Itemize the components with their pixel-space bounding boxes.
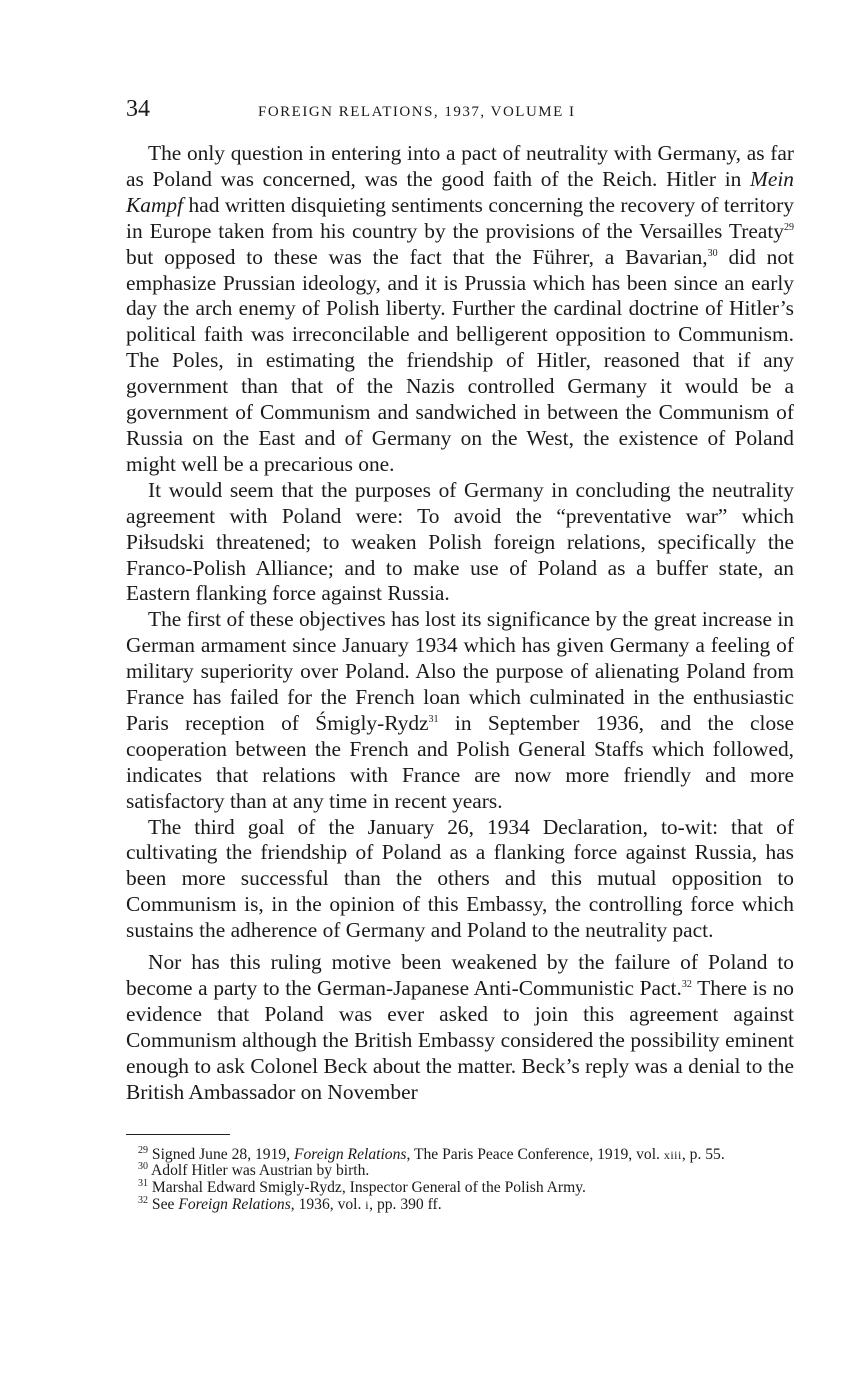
page-number: 34 [126, 96, 150, 122]
paragraph-3 [126, 607, 794, 814]
text-run: The only question in entering into a pact of neutrality with Germany, as far as Poland was concerned, was the good faith of the Reich. Hitler in [126, 141, 794, 191]
text-run: but opposed to these was the fact that the Führer, a Bavarian, [126, 244, 708, 269]
footnote-divider [126, 1134, 230, 1135]
footnote-mark: 29 [138, 1144, 148, 1156]
paragraph-1 [126, 141, 794, 478]
body-text [126, 141, 794, 1106]
text-run: Adolf Hitler was Austrian by birth. [148, 1162, 370, 1180]
footnote-30 [126, 1163, 794, 1180]
text-run: See [148, 1195, 179, 1213]
footnote-ref-31: 31 [428, 713, 439, 725]
volume-number: xiii [663, 1147, 682, 1162]
italic-title: Foreign Relations [178, 1195, 291, 1213]
footnote-mark: 30 [138, 1161, 148, 1173]
footnote-mark: 31 [138, 1177, 148, 1189]
running-head: FOREIGN RELATIONS, 1937, VOLUME I [258, 104, 576, 120]
page-header [126, 96, 794, 123]
text-run: There is no evidence that Poland was ever asked to join this agreement against Communism although the British Embassy considered the possibility eminent enough to ask Colonel Beck about the matter. Beck’s reply was a denial to the British Ambassador on November [126, 976, 794, 1104]
paragraph-2: It would seem that the purposes of Germany in concluding the neutrality agreement with Poland were: To avoid the “preventative war” which Piłsudski threatened; to weaken Polish foreign relations, specifically the Franco-Polish Alliance; and to make use of Poland as a buffer state, an Eastern flanking force against Russia. [126, 477, 794, 606]
text-run: did not emphasize Prussian ideology, and it is Prussia which has been since an early day the arch enemy of Polish liberty. Further the cardinal doctrine of Hitler’s political faith was irreconcilable and belligerent opposition to Communism. The Poles, in estimating the friendship of Hitler, reasoned that if any government than that of the Nazis controlled Germany it would be a government of Communism and sandwiched in between the Communism of Russia on the East and of Germany on the West, the existence of Poland might well be a precarious one. [126, 244, 794, 476]
text-run: , p. 55. [681, 1145, 725, 1163]
text-run: Marshal Edward Smigly-Rydz, Inspector General of the Polish Army. [148, 1178, 586, 1196]
paragraph-4: The third goal of the January 26, 1934 Declaration, to-wit: that of cultivating the friendship of Poland as a flanking force against Russia, has been more successful than the others and this mutual opposition to Communism is, in the opinion of this Embassy, the controlling force which sustains the adherence of Germany and Poland to the neutrality pact. [126, 814, 794, 943]
italic-title: Mein Kampf [126, 166, 794, 217]
text-run: The first of these objectives has lost its significance by the great increase in German armament since January 1934 which has given Germany a feeling of military superiority over Poland. Also the purpose of alienating Poland from France has failed for the French loan which culminated in the enthusiastic Paris reception of Śmigly-Rydz [126, 607, 794, 735]
footnote-ref-32: 32 [681, 978, 692, 990]
footnotes [126, 1144, 794, 1214]
volume-number: i [365, 1197, 370, 1212]
text-run: , The Paris Peace Conference, 1919, vol. [406, 1145, 664, 1163]
italic-title: Foreign Relations [293, 1145, 407, 1163]
paragraph-5 [126, 950, 794, 1105]
text-run: Signed June 28, 1919, [148, 1145, 294, 1163]
footnote-ref-30: 30 [707, 247, 718, 259]
document-page [126, 96, 794, 1213]
footnote-31 [126, 1177, 794, 1197]
text-run: , 1936, vol. [290, 1195, 366, 1213]
footnote-29 [126, 1144, 794, 1164]
text-run: had written disquieting sentiments concerning the recovery of territory in Europe taken from his country by the provisions of the Versailles Treaty [126, 192, 794, 243]
text-run: Nor has this ruling motive been weakened by the failure of Poland to become a party to the German-Japanese Anti-Communistic Pact. [126, 950, 794, 1000]
footnote-32 [126, 1194, 794, 1214]
text-run: , pp. 390 ff. [369, 1195, 442, 1213]
text-run: in September 1936, and the close cooperation between the French and Polish General Staffs which followed, indicates that relations with France are now more friendly and more satisfactory than at any time in recent years. [126, 710, 795, 813]
footnote-ref-29: 29 [784, 221, 794, 233]
footnote-mark: 32 [138, 1194, 148, 1206]
